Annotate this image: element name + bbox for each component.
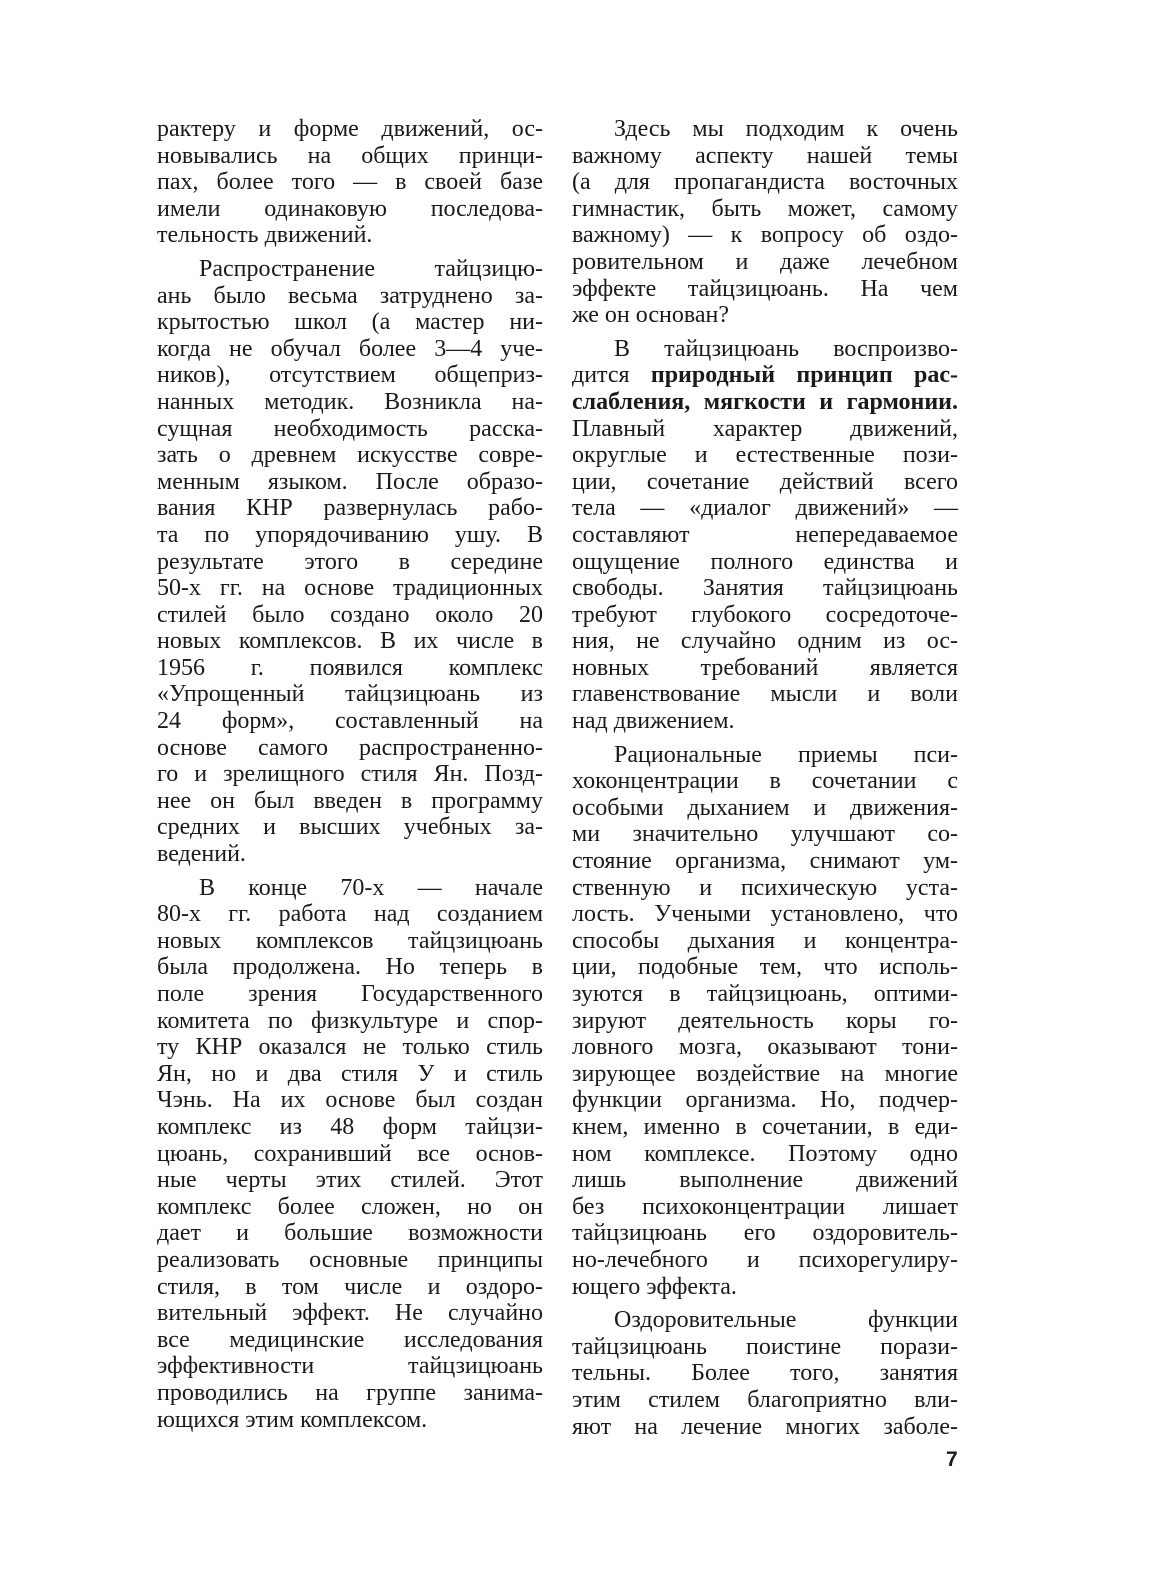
text-line: Чэнь. На их основе был создан xyxy=(157,1087,543,1114)
text-line: но-лечебного и психорегулиру- xyxy=(572,1246,958,1273)
paragraph-health-aspect xyxy=(572,116,958,329)
text-line: основе самого распространенно- xyxy=(157,734,543,761)
text-line xyxy=(572,362,958,389)
text-line: ции, сочетание действий всего xyxy=(572,468,958,495)
text-line: без психоконцентрации лишает xyxy=(572,1193,958,1220)
text-line: этим стилем благоприятно вли- xyxy=(572,1386,958,1413)
text-fragment: дится xyxy=(572,362,651,389)
text-line: вительный эффект. Не случайно xyxy=(157,1300,543,1327)
text-line: была продолжена. Но теперь в xyxy=(157,954,543,981)
text-line: над движением. xyxy=(572,708,735,735)
bold-emphasis: слабления, мягкости и гармонии. xyxy=(572,388,958,415)
text-line: способы дыхания и концентра- xyxy=(572,927,958,954)
text-line: особыми дыханием и движения- xyxy=(572,794,958,821)
text-line: 80-х гг. работа над созданием xyxy=(157,901,543,928)
paragraph-continuation xyxy=(157,116,543,249)
text-line: важному) — к вопросу об оздо- xyxy=(572,222,958,249)
paragraph-health-functions xyxy=(572,1307,958,1440)
text-line: ния, не случайно одним из ос- xyxy=(572,628,958,655)
text-line: новывались на общих принци- xyxy=(157,142,543,169)
text-line: цюань, сохранивший все основ- xyxy=(157,1140,543,1167)
text-line: лишь выполнение движений xyxy=(572,1167,958,1194)
text-line: ту КНР оказался не только стиль xyxy=(157,1034,543,1061)
text-line: зирующее воздействие на многие xyxy=(572,1060,958,1087)
text-line: го и зрелищного стиля Ян. Позд- xyxy=(157,761,543,788)
text-line: ющихся этим комплексом. xyxy=(157,1406,428,1433)
text-line: важному аспекту нашей темы xyxy=(572,142,958,169)
text-line: ровительном и даже лечебном xyxy=(572,248,958,275)
text-line: 24 форм», составленный на xyxy=(157,708,543,735)
text-line: все медицинские исследования xyxy=(157,1326,543,1353)
text-line: комплекс более сложен, но он xyxy=(157,1193,543,1220)
text-line: 1956 г. появился комплекс xyxy=(157,654,543,681)
text-line: стилей было создано около 20 xyxy=(157,601,543,628)
text-line: ми значительно улучшают со- xyxy=(572,821,958,848)
paragraph-natural-principle xyxy=(572,336,958,735)
text-line: когда не обучал более 3—4 уче- xyxy=(157,335,543,362)
text-line: поле зрения Государственного xyxy=(157,981,543,1007)
text-line: «Упрощенный тайцзицюань из xyxy=(157,681,543,708)
text-line: пах, более того — в своей базе xyxy=(157,169,543,196)
text-line: ции, подобные тем, что исполь- xyxy=(572,954,958,981)
text-line: тайцзицюань поистине порази- xyxy=(572,1333,958,1360)
text-line: нанных методик. Возникла на- xyxy=(157,388,543,415)
text-line: стиля, в том числе и оздоро- xyxy=(157,1273,543,1300)
text-line: главенствование мысли и воли xyxy=(572,681,958,708)
paragraph-new-complexes xyxy=(157,875,543,1433)
text-line: рактеру и форме движений, ос- xyxy=(157,116,543,142)
text-line: хоконцентрации в сочетании с xyxy=(572,768,958,795)
text-line: зать о древнем искусстве совре- xyxy=(157,442,543,469)
text-line: эффективности тайцзицюань xyxy=(157,1353,543,1380)
text-line: сущная необходимость расска- xyxy=(157,415,543,442)
text-line: составляют непередаваемое xyxy=(572,521,958,548)
text-line: округлые и естественные пози- xyxy=(572,442,958,469)
text-line: результате этого в середине xyxy=(157,548,543,575)
text-line: стояние организма, снимают ум- xyxy=(572,848,958,875)
text-line: лость. Учеными установлено, что xyxy=(572,901,958,928)
text-line: дает и большие возможности xyxy=(157,1220,543,1247)
text-line: (а для пропагандиста восточных xyxy=(572,169,958,196)
text-line: ань было весьма затруднено за- xyxy=(157,282,543,309)
text-line: комитета по физкультуре и спор- xyxy=(157,1007,543,1034)
text-line: новых комплексов. В их числе в xyxy=(157,628,543,655)
text-line: свободы. Занятия тайцзицюань xyxy=(572,575,958,602)
text-line: 50-х гг. на основе традиционных xyxy=(157,575,543,602)
text-line: та по упорядочиванию ушу. В xyxy=(157,521,543,548)
text-line: ловного мозга, оказывают тони- xyxy=(572,1034,958,1061)
text-line: менным языком. После образо- xyxy=(157,468,543,495)
text-line: тельны. Более того, занятия xyxy=(572,1360,958,1387)
text-line: комплекс из 48 форм тайцзи- xyxy=(157,1113,543,1140)
text-line: новных требований является xyxy=(572,654,958,681)
paragraph-distribution xyxy=(157,256,543,868)
right-column xyxy=(572,116,958,1440)
text-line: новых комплексов тайцзицюань xyxy=(157,927,543,954)
left-column xyxy=(157,116,543,1433)
text-line: ников), отсутствием общеприз- xyxy=(157,362,543,389)
text-line: средних и высших учебных за- xyxy=(157,814,543,841)
text-line xyxy=(572,389,958,416)
paragraph-psychoconcentration xyxy=(572,742,958,1300)
text-line: ведений. xyxy=(157,841,246,868)
text-line: В конце 70-х — начале xyxy=(199,874,543,901)
text-line: функции организма. Но, подчер- xyxy=(572,1087,958,1114)
bold-emphasis: природный принцип рас- xyxy=(650,362,958,389)
text-line: ощущение полного единства и xyxy=(572,548,958,575)
text-line: тайцзицюань его оздоровитель- xyxy=(572,1220,958,1247)
text-line: В тайцзицюань воспроизво- xyxy=(614,335,958,362)
text-line: Здесь мы подходим к очень xyxy=(614,116,958,142)
text-line: тела — «диалог движений» — xyxy=(572,495,958,522)
text-line: требуют глубокого сосредоточе- xyxy=(572,601,958,628)
text-line: тельность движений. xyxy=(157,222,373,249)
text-line: яют на лечение многих заболе- xyxy=(572,1413,958,1440)
text-line: реализовать основные принципы xyxy=(157,1246,543,1273)
text-line: Распространение тайцзицю- xyxy=(199,255,543,282)
text-line: Плавный характер движений, xyxy=(572,415,958,442)
text-line: кнем, именно в сочетании, в еди- xyxy=(572,1113,958,1140)
text-line: зируют деятельность коры го- xyxy=(572,1007,958,1034)
text-line: ном комплексе. Поэтому одно xyxy=(572,1140,958,1167)
text-line: Рациональные приемы пси- xyxy=(614,741,958,768)
text-line: эффекте тайцзицюань. На чем xyxy=(572,275,958,302)
text-line: ственную и психическую уста- xyxy=(572,874,958,901)
text-line: нее он был введен в программу xyxy=(157,787,543,814)
text-line: гимнастик, быть может, самому xyxy=(572,195,958,222)
text-line: Оздоровительные функции xyxy=(614,1307,958,1334)
text-line: крытостью школ (а мастер ни- xyxy=(157,309,543,336)
text-line: зуются в тайцзицюань, оптими- xyxy=(572,981,958,1007)
text-line: же он основан? xyxy=(572,302,730,329)
text-line: Ян, но и два стиля У и стиль xyxy=(157,1060,543,1087)
text-line: имели одинаковую последова- xyxy=(157,195,543,222)
text-line: ные черты этих стилей. Этот xyxy=(157,1167,543,1194)
text-line: ющего эффекта. xyxy=(572,1273,737,1300)
page-number: 7 xyxy=(946,1448,958,1471)
text-line: вания КНР развернулась рабо- xyxy=(157,495,543,522)
text-line: проводились на группе занима- xyxy=(157,1379,543,1406)
